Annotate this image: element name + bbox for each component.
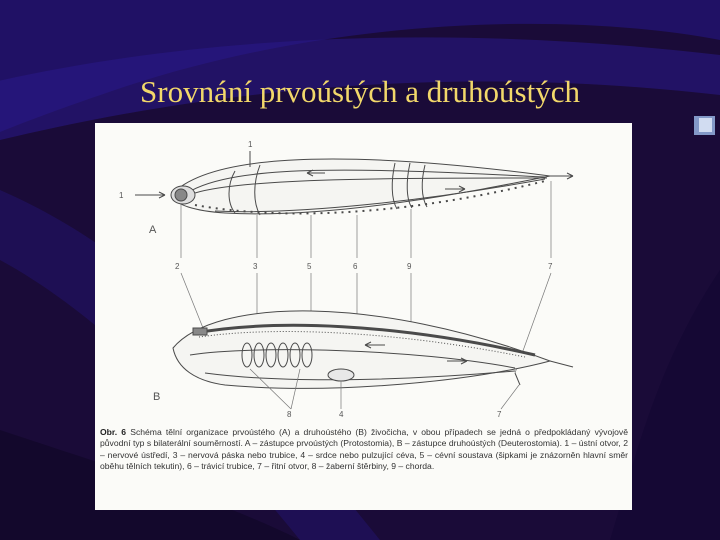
body-plan-diagram <box>95 123 632 423</box>
slide-title: Srovnání prvoústých a druhoústých <box>140 74 580 109</box>
caption-lead: Obr. 6 <box>100 427 127 437</box>
label-6: 6 <box>353 262 358 271</box>
label-7-bottom: 7 <box>497 410 502 419</box>
label-8: 8 <box>287 410 292 419</box>
comparison-figure <box>95 123 632 510</box>
label-4: 4 <box>339 410 344 419</box>
label-2: 2 <box>175 262 180 271</box>
label-a: A <box>149 224 157 236</box>
organism-b-drawing <box>173 311 573 388</box>
caption-text: Schéma tělní organizace prvoústého (A) a druhoústého (B) živočicha, v obou případech se jedná o předpokládaný vývojově původní typ s bilaterální souměrností. A – zástupce prvoústých (Protostomia), B – zástupce druhoústých (Deuterostomia). 1 – ústní otvor, 2 – nervové ústředí, 3 – nervová páska nebo trubice, 4 – srdce nebo pulzující céva, 5 – cévní soustava (šipkami je znázorněn hlavní směr oběhu tělních tekutin), 6 – trávicí trubice, 7 – řitní otvor, 8 – žaberní štěrbiny, 9 – chorda. <box>100 427 628 471</box>
label-b: B <box>153 391 161 403</box>
figure-caption <box>100 427 628 472</box>
label-3: 3 <box>253 262 258 271</box>
label-a-mouth-top: 1 <box>248 140 253 149</box>
organism-a-drawing <box>135 151 573 215</box>
label-a-mouth-side: 1 <box>119 191 124 200</box>
label-7-top: 7 <box>548 262 553 271</box>
label-9: 9 <box>407 262 412 271</box>
label-5: 5 <box>307 262 312 271</box>
